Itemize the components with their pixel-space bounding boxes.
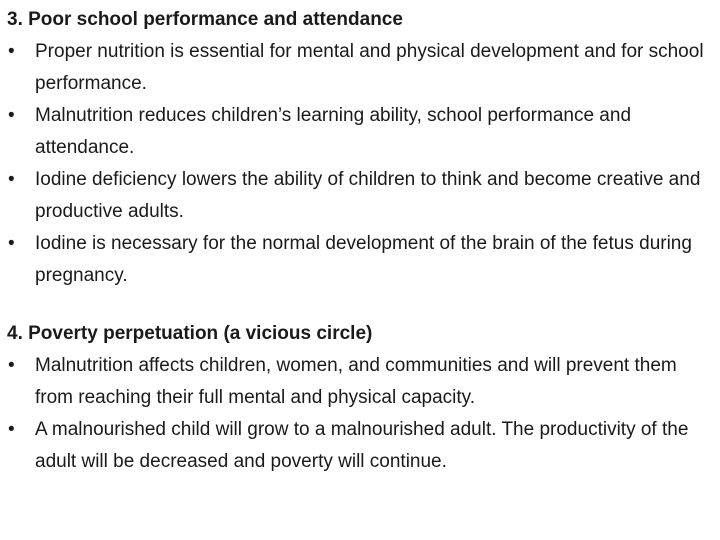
- bullet-item: [7, 228, 712, 292]
- section-poverty-perpetuation: [7, 318, 712, 478]
- bullet-icon: •: [8, 355, 15, 376]
- section-school-performance: [7, 4, 712, 292]
- bullet-text: A malnourished child will grow to a malnourished adult. The productivity of the adult will be decreased and poverty will continue.: [35, 419, 689, 472]
- bullet-text: Proper nutrition is essential for mental and physical development and for school performance.: [35, 41, 704, 94]
- bullet-text: Iodine is necessary for the normal development of the brain of the fetus during pregnancy.: [35, 233, 692, 286]
- bullet-list: [7, 36, 712, 292]
- bullet-list: [7, 350, 712, 478]
- bullet-text: Malnutrition reduces children’s learning ability, school performance and attendance.: [35, 105, 632, 158]
- bullet-item: [7, 414, 712, 478]
- bullet-icon: •: [8, 419, 15, 440]
- section-heading: 3. Poor school performance and attendance: [7, 9, 403, 30]
- bullet-text: Malnutrition affects children, women, and communities and will prevent them from reaching their full mental and physical capacity.: [35, 355, 677, 408]
- bullet-icon: •: [8, 41, 15, 62]
- bullet-item: [7, 350, 712, 414]
- section-heading: 4. Poverty perpetuation (a vicious circle): [7, 323, 373, 344]
- bullet-icon: •: [8, 105, 15, 126]
- bullet-icon: •: [8, 169, 15, 190]
- bullet-item: [7, 164, 712, 228]
- bullet-icon: •: [8, 233, 15, 254]
- bullet-text: Iodine deficiency lowers the ability of children to think and become creative and productive adults.: [35, 169, 701, 222]
- bullet-item: [7, 36, 712, 100]
- bullet-item: [7, 100, 712, 164]
